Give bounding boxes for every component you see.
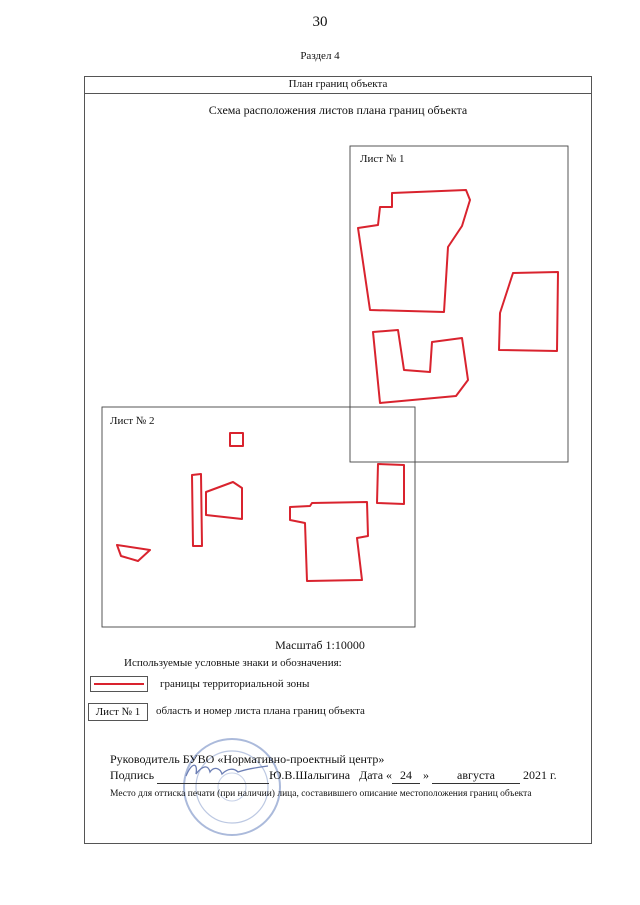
zone-boundary-2 bbox=[499, 272, 558, 351]
zone-boundary-1 bbox=[358, 190, 470, 312]
legend-sheet-label: область и номер листа плана границ объекта bbox=[156, 705, 365, 717]
sheet-1-frame bbox=[350, 146, 568, 462]
zone-boundary-4 bbox=[230, 433, 243, 446]
signature-line bbox=[110, 768, 557, 784]
section-title: Раздел 4 bbox=[300, 50, 340, 62]
zone-boundary-6 bbox=[192, 474, 202, 546]
zone-boundary-9 bbox=[290, 502, 368, 581]
legend-boundary-line bbox=[94, 683, 144, 685]
sheet-2-label: Лист № 2 bbox=[110, 415, 155, 427]
handwritten-signature-icon bbox=[182, 758, 272, 784]
sheet-1-label: Лист № 1 bbox=[360, 153, 405, 165]
date-prefix: Дата « bbox=[359, 768, 393, 782]
sign-prefix: Подпись bbox=[110, 768, 155, 782]
zone-boundary-3 bbox=[373, 330, 468, 403]
frame-title: План границ объекта bbox=[84, 76, 592, 94]
zone-boundary-7 bbox=[206, 482, 242, 519]
stamp-place-note: Место для оттиска печати (при наличии) лица, составившего описание местоположения границ объекта bbox=[110, 789, 532, 799]
scheme-title: Схема расположения листов плана границ объекта bbox=[208, 103, 468, 117]
zone-boundary-8 bbox=[117, 545, 150, 561]
zone-boundary-5 bbox=[377, 464, 404, 504]
legend-sheet-box: Лист № 1 bbox=[88, 703, 148, 721]
date-year: 2021 г. bbox=[523, 768, 557, 782]
page-number: 30 bbox=[312, 14, 328, 30]
head-line: Руководитель БУВО «Нормативно-проектный центр» bbox=[110, 752, 385, 766]
scale-label: Масштаб 1:10000 bbox=[275, 638, 365, 652]
date-day: 24 bbox=[392, 768, 420, 784]
legend-line-label: границы территориальной зоны bbox=[160, 678, 310, 690]
signer-name: Ю.В.Шалыгина bbox=[269, 768, 351, 782]
legend-title: Используемые условные знаки и обозначения: bbox=[124, 657, 342, 669]
seal-stamp-icon bbox=[180, 735, 284, 839]
date-mid: » bbox=[423, 768, 430, 782]
date-month: августа bbox=[432, 768, 520, 784]
